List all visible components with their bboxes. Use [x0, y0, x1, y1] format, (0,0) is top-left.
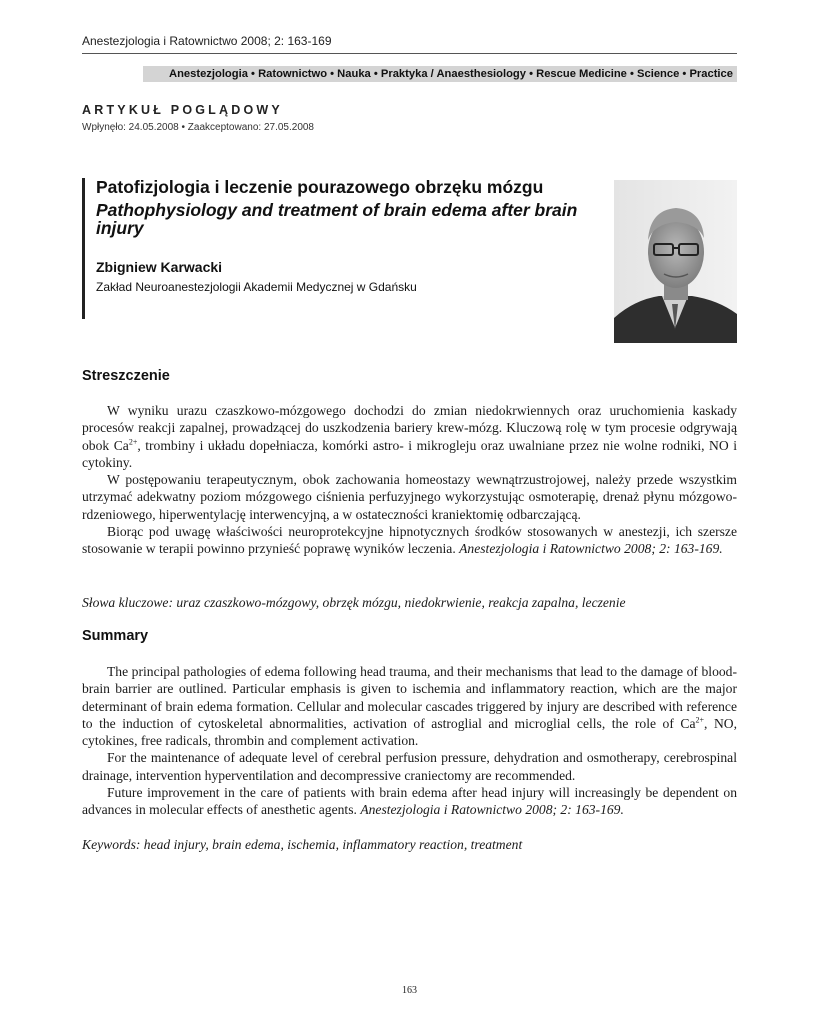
journal-citation: Anestezjologia i Ratownictwo 2008; 2: 163-169 [82, 34, 332, 48]
abstract-paragraph: Biorąc pod uwagę właściwości neuroprotekcyjne hipnotycznych środków stosowanych w anestezji, ich szersze stosowanie w terapii powinno przynieść poprawę wyników leczenia. Anestezjologia i Ratownictwo 2008; 2: 163-169. [82, 524, 737, 557]
summary-body [82, 663, 737, 819]
author-photo [614, 180, 737, 343]
summary-paragraph: Future improvement in the care of patients with brain edema after head injury will increasingly be dependent on advances in molecular effects of anesthetic agents. Anestezjologia i Ratownictwo 2008; 2: 163-169. [82, 785, 737, 818]
category-bar: Anestezjologia • Ratownictwo • Nauka • Praktyka / Anaesthesiology • Rescue Medicine • Science • Practice [143, 66, 737, 82]
header-divider [82, 53, 737, 54]
abstract-paragraph: W wyniku urazu czaszkowo-mózgowego dochodzi do zmian niedokrwiennych oraz uruchomienia kaskady procesów reakcji zapalnej, prowadzącej do uszkodzenia bariery krew-mózg. Kluczową rolę w tym procesie odgrywają obok $Ca^{2+}$, trombiny i układu dopełniacza, komórki astro- i mikrogleju oraz uwalniane przez nie wolne rodniki, NO i cytokiny. [82, 403, 737, 470]
submission-dates: Wpłynęło: 24.05.2008 • Zaakceptowano: 27.05.2008 [82, 122, 314, 133]
author-affiliation: Zakład Neuroanestezjologii Akademii Medycznej w Gdańsku [96, 280, 417, 294]
title-polish: Patofizjologia i leczenie pourazowego obrzęku mózgu [96, 177, 544, 197]
keywords-english: Keywords: head injury, brain edema, ischemia, inflammatory reaction, treatment [82, 837, 523, 852]
article-type: ARTYKUŁ POGLĄDOWY [82, 103, 283, 117]
keywords-polish: Słowa kluczowe: uraz czaszkowo-mózgowy, obrzęk mózgu, niedokrwienie, reakcja zapalna, leczenie [82, 595, 626, 610]
title-english: Pathophysiology and treatment of brain edema after brain injury [96, 200, 578, 238]
summary-paragraph: For the maintenance of adequate level of cerebral perfusion pressure, dehydration and osmotherapy, cerebrospinal drainage, intervention hyperventilation and decompressive craniectomy are recommended. [82, 750, 737, 783]
abstract-body [82, 402, 737, 558]
abstract-heading: Streszczenie [82, 368, 170, 384]
summary-paragraph: The principal pathologies of edema following head trauma, and their mechanisms that lead to the damage of blood-brain barrier are outlined. Particular emphasis is given to ischemia and inflammatory reaction, which are the major determinant of brain edema formation. Cellular and molecular cascades triggered by injury are described with reference to the induction of cytoskeletal abnormalities, activation of astroglial and microglial cells, the role of $Ca^{2+}$, NO, cytokines, free radicals, thrombin and complement activation. [82, 664, 737, 749]
author-name: Zbigniew Karwacki [96, 259, 223, 275]
summary-heading: Summary [82, 628, 149, 644]
title-block [82, 178, 602, 319]
summary-citation: Anestezjologia i Ratownictwo 2008; 2: 163-169. [360, 802, 624, 818]
abstract-citation: Anestezjologia i Ratownictwo 2008; 2: 163-169. [459, 541, 723, 557]
page-number: 163 [402, 985, 417, 996]
abstract-paragraph: W postępowaniu terapeutycznym, obok zachowania homeostazy wewnątrzustrojowej, należy przede wszystkim utrzymać adekwatny poziom mózgowego ciśnienia perfuzyjnego wykorzystując osmoterapię, drenaż płynu mózgowo-rdzeniowego, hiperwentylację interwencyjną, a w ostateczności kraniektomię odbarczającą. [82, 472, 737, 522]
